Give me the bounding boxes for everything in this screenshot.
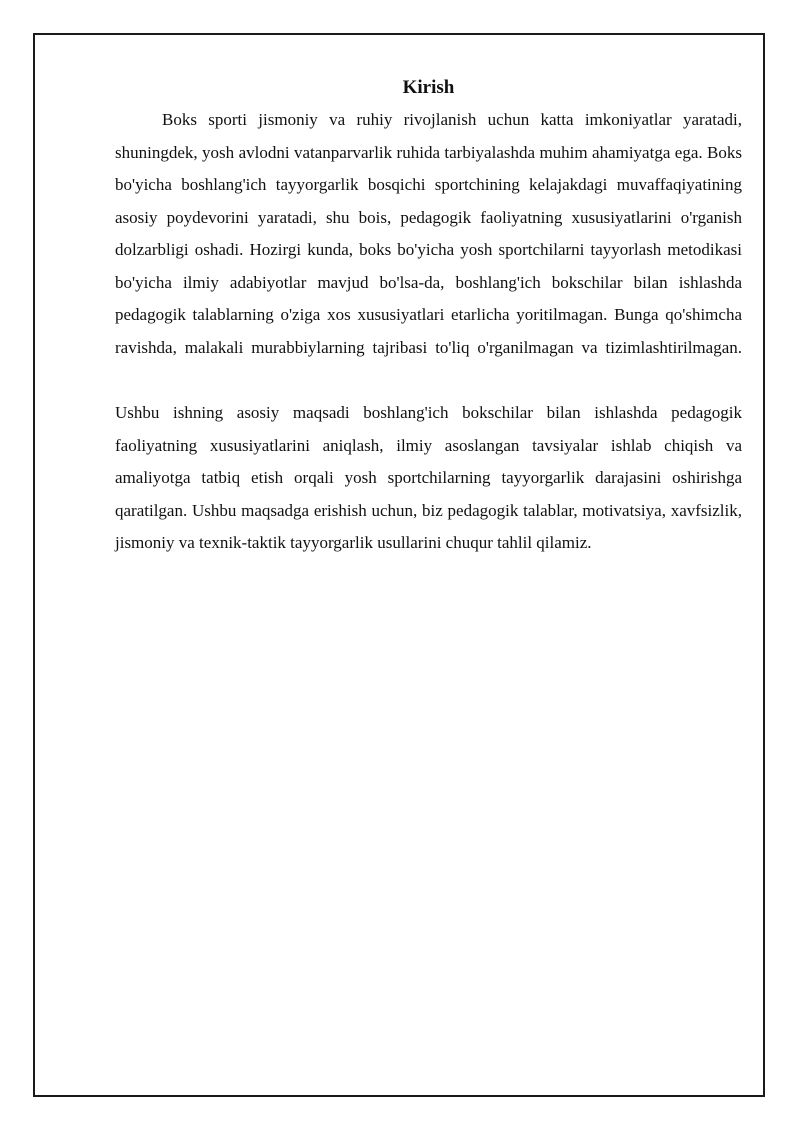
document-body — [115, 76, 742, 560]
goal-paragraph: Ushbu ishning asosiy maqsadi boshlang'ich bokschilar bilan ishlashda pedagogik faoliyatning xususiyatlarini aniqlash, ilmiy asoslangan tavsiyalar ishlab chiqish va amaliyotga tatbiq etish orqali yosh sportchilarning tayyorgarlik darajasini oshirishga qaratilgan. Ushbu maqsadga erishish uchun, biz pedagogik talablar, motivatsiya, xavfsizlik, jismoniy va texnik-taktik tayyorgarlik usullarini chuqur tahlil qilamiz. — [115, 403, 742, 552]
paragraph-spacer — [115, 364, 742, 397]
section-title: Kirish — [402, 77, 455, 98]
intro-paragraph: Boks sporti jismoniy va ruhiy rivojlanish uchun katta imkoniyatlar yaratadi, shuningdek, yosh avlodni vatanparvarlik ruhida tarbiyalashda muhim ahamiyatga ega. Boks bo'yicha boshlang'ich tayyorgarlik bosqichi sportchining kelajakdagi muvaffaqiyatining asosiy poydevorini yaratadi, shu bois, pedagogik faoliyatning xususiyatlarini o'rganish dolzarbligi oshadi. Hozirgi kunda, boks bo'yicha yosh sportchilarni tayyorlash metodikasi bo'yicha ilmiy adabiyotlar mavjud bo'lsa-da, boshlang'ich bokschilar bilan ishlashda pedagogik talablarning o'ziga xos xususiyatlari etarlicha yoritilmagan. Bunga qo'shimcha ravishda, malakali murabbiylarning tajribasi to'liq o'rganilmagan va tizimlashtirilmagan. — [115, 110, 742, 357]
